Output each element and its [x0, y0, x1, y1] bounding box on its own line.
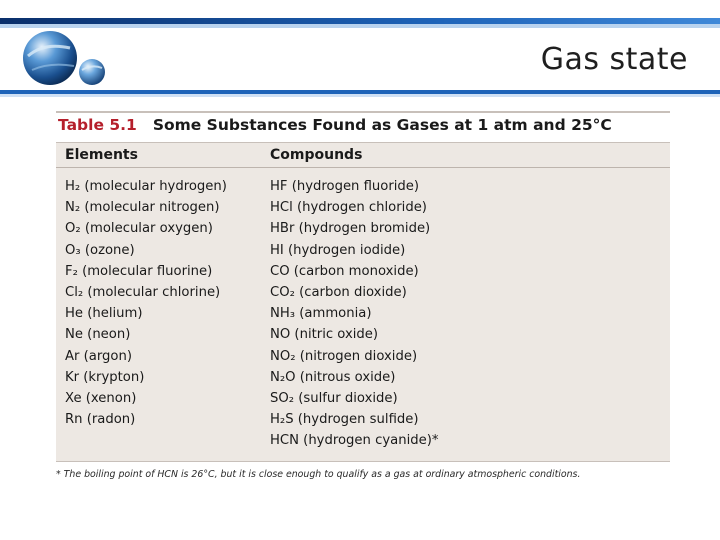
table-title-rule [56, 111, 670, 113]
list-item: F₂ (molecular fluorine) [65, 263, 213, 279]
list-item: Kr (krypton) [65, 369, 145, 385]
slide-title: Gas state [540, 42, 688, 77]
list-item: CO (carbon monoxide) [270, 263, 419, 279]
compounds-column-header: Compounds [270, 147, 363, 163]
list-item: HCN (hydrogen cyanide)* [270, 433, 439, 449]
list-item: NO₂ (nitrogen dioxide) [270, 348, 418, 364]
list-item: NH₃ (ammonia) [270, 306, 372, 322]
header-underline-light [0, 94, 720, 97]
elements-column-header: Elements [65, 147, 138, 163]
table-title [58, 116, 612, 134]
list-item: N₂ (molecular nitrogen) [65, 200, 220, 216]
table-caption: Some Substances Found as Gases at 1 atm and 25°C [152, 116, 612, 134]
list-item: HF (hydrogen fluoride) [270, 179, 420, 194]
table-number: Table 5.1 [58, 116, 137, 134]
table-footnote: * The boiling point of HCN is 26°C, but it is close enough to qualify as a gas at ordinary atmospheric conditions. [56, 469, 581, 480]
list-item: NO (nitric oxide) [270, 327, 379, 343]
list-item: HBr (hydrogen bromide) [270, 221, 431, 237]
list-item: N₂O (nitrous oxide) [270, 369, 396, 385]
list-item: H₂ (molecular hydrogen) [65, 179, 227, 194]
list-item: Xe (xenon) [65, 391, 137, 407]
gas-substances-table [56, 142, 670, 462]
elements-list [65, 176, 227, 430]
list-item: O₃ (ozone) [65, 242, 135, 258]
slide-header [0, 0, 720, 98]
globe-logo-icon [14, 26, 118, 92]
compounds-list [270, 176, 438, 452]
list-item: O₂ (molecular oxygen) [65, 221, 213, 237]
list-item: HCl (hydrogen chloride) [270, 200, 427, 216]
list-item: Cl₂ (molecular chlorine) [65, 285, 221, 301]
list-item: Ne (neon) [65, 327, 131, 343]
list-item: Ar (argon) [65, 348, 132, 364]
list-item: He (helium) [65, 306, 143, 322]
list-item: H₂S (hydrogen sulfide) [270, 412, 419, 428]
list-item: HI (hydrogen iodide) [270, 242, 406, 258]
list-item: CO₂ (carbon dioxide) [270, 285, 407, 301]
header-divider [56, 167, 670, 168]
list-item: Rn (radon) [65, 412, 136, 428]
list-item: SO₂ (sulfur dioxide) [270, 391, 398, 407]
